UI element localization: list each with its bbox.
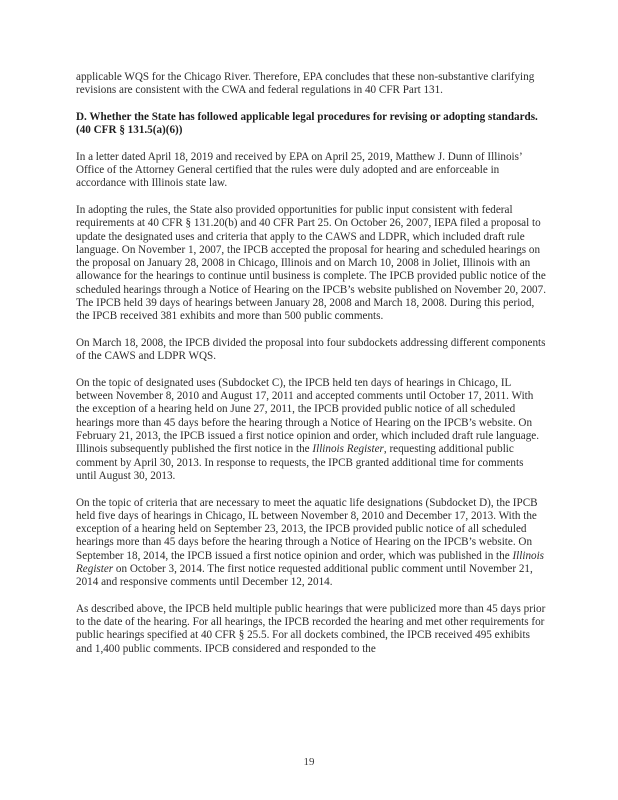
body-paragraph [76,337,546,364]
body-paragraph [76,603,546,656]
paragraph-text: on October 3, 2014. The first notice requested additional public comment until November 21, 2014 and responsive comments until December 12, 2014. [76,562,533,589]
paragraph-text: D. Whether the State has followed applicable legal procedures for revising or adopting standards. (40 CFR § 131.5(a)(6)) [76,110,538,137]
body-paragraph [76,71,546,98]
paragraph-text: As described above, the IPCB held multiple public hearings that were publicized more than 45 days prior to the date of the hearing. For all hearings, the IPCB recorded the hearing and met other requirements for public hearings specified at 40 CFR § 25.5. For all dockets combined, the IPCB received 495 exhibits and 1,400 public comments. IPCB considered and responded to the [76,602,546,655]
paragraph-text: , requesting additional public comment by April 30, 2013. In response to requests, the IPCB granted additional time for comments until August 30, 2013. [76,443,524,482]
italic-title: Illinois Register [312,443,384,456]
paragraph-text: On March 18, 2008, the IPCB divided the proposal into four subdockets addressing different components of the CAWS and LDPR WQS. [76,336,546,363]
body-paragraph [76,377,546,483]
body-paragraph [76,497,546,590]
paragraph-text: In adopting the rules, the State also provided opportunities for public input consistent with federal requirements at 40 CFR § 131.20(b) and 40 CFR Part 25. On October 26, 2007, IEPA filed a proposal to update the designated uses and criteria that apply to the CAWS and LDPR, which included draft rule language. On November 1, 2007, the IPCB accepted the proposal for hearing and scheduled hearings on the proposal on January 28, 2008 in Chicago, Illinois and on March 10, 2008 in Joliet, Illinois with an allowance for the hearings to continue until business is complete. The IPCB provided public notice of the scheduled hearings through a Notice of Hearing on the IPCB’s website published on November 20, 2007. The IPCB held 39 days of hearings between January 28, 2008 and March 18, 2008. During this period, the IPCB received 381 exhibits and more than 500 public comments. [76,203,546,323]
paragraph-text: In a letter dated April 18, 2019 and received by EPA on April 25, 2019, Matthew J. Dunn of Illinois’ Office of the Attorney General certified that the rules were duly adopted and are enforceable in accordance with Illinois state law. [76,150,522,190]
body-paragraph [76,151,546,191]
paragraph-text: On the topic of criteria that are necessary to meet the aquatic life designations (Subdocket D), the IPCB held five days of hearings in Chicago, IL between November 8, 2010 and December 17, 2013. With the exception of a hearing held on September 23, 2013, the IPCB provided public notice of all scheduled hearings more than 45 days before the hearing through a Notice of Hearing on the IPCB’s website. On September 18, 2014, the IPCB issued a first notice opinion and order, which was published in the [76,496,538,562]
section-heading [76,111,546,138]
body-paragraph [76,204,546,324]
document-body [76,71,546,656]
page-number: 19 [303,756,315,768]
paragraph-text: applicable WQS for the Chicago River. Therefore, EPA concludes that these non-substantive clarifying revisions are consistent with the CWA and federal regulations in 40 CFR Part 131. [76,71,535,97]
italic-title: Illinois Register [76,549,545,575]
paragraph-text: On the topic of designated uses (Subdocket C), the IPCB held ten days of hearings in Chicago, IL between November 8, 2010 and August 17, 2011 and accepted comments until October 17, 2011. With the exception of a hearing held on June 27, 2011, the IPCB provided public notice of all scheduled hearings more than 45 days before the hearing through a Notice of Hearing on the IPCB’s website. On February 21, 2013, the IPCB issued a first notice opinion and order, which included draft rule language. Illinois subsequently published the first notice in the [76,376,540,456]
